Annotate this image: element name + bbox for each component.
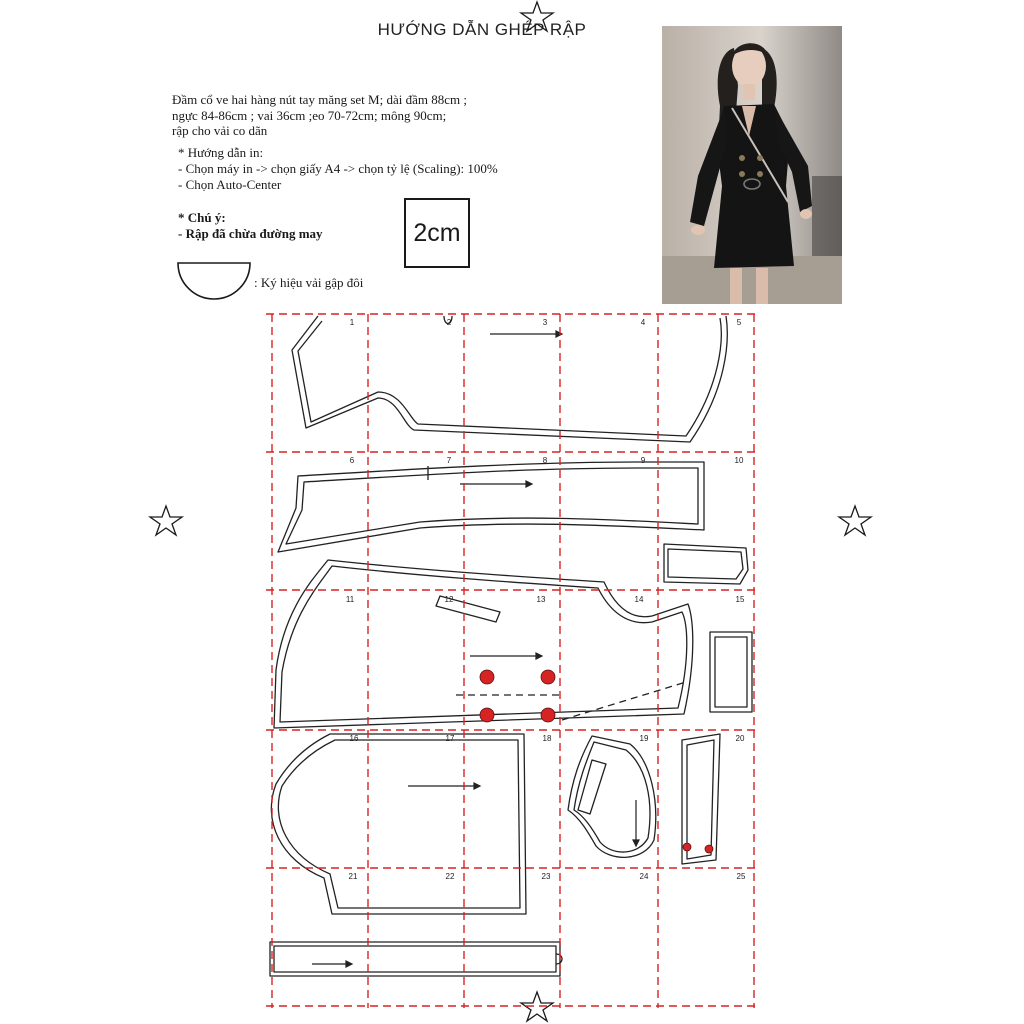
tile-number: 9 [640,456,646,465]
pattern-piece-facing [278,462,704,552]
print-step-2: - Chọn Auto-Center [178,177,282,192]
tile-number: 4 [640,318,646,327]
button-mark [480,708,494,722]
button-mark [683,843,691,851]
tile-number: 11 [345,595,355,604]
print-instructions-heading: * Hướng dẫn in: [178,145,264,160]
tile-number: 21 [348,872,358,881]
tile-number: 22 [445,872,455,881]
pattern-piece-belt-loop [710,632,752,712]
star-icon [150,506,182,535]
tile-number: 1 [349,318,355,327]
tile-number: 14 [634,595,644,604]
star-icon [521,992,553,1021]
tile-grid [266,314,756,1008]
button-mark [480,670,494,684]
pattern-piece-sleeve [271,734,526,914]
tile-number: 20 [735,734,745,743]
pattern-piece-front [274,560,693,728]
spec-line-3: rập cho vải co dãn [172,123,268,138]
pattern-piece-back [292,316,727,442]
button-mark [541,670,555,684]
tile-number: 12 [444,595,454,604]
button-mark [705,845,713,853]
fold-symbol-label: : Ký hiệu vải gập đôi [254,275,364,290]
spec-line-1: Đầm cổ ve hai hàng nút tay măng set M; dài đầm 88cm ; [172,92,467,107]
star-icon [839,506,871,535]
tile-number: 2 [446,318,452,327]
star-icon [521,2,553,31]
tile-number: 13 [536,595,546,604]
tile-number: 3 [542,318,548,327]
scale-reference-box: 2cm [404,198,470,268]
tile-number: 24 [639,872,649,881]
tile-number: 18 [542,734,552,743]
tile-number: 8 [542,456,548,465]
pattern-piece-tie [270,942,560,976]
tile-number: 19 [639,734,649,743]
tile-number: 15 [735,595,745,604]
tile-number: 17 [445,734,455,743]
tile-number: 5 [736,318,742,327]
tile-number: 10 [734,456,744,465]
tile-number: 16 [349,734,359,743]
tile-number: 23 [541,872,551,881]
tile-number: 25 [736,872,746,881]
page-title: HƯỚNG DẪN GHÉP RẬP [377,20,587,39]
button-mark [541,708,555,722]
tile-number: 7 [446,456,452,465]
print-step-1: - Chọn máy in -> chọn giấy A4 -> chọn tỷ lệ (Scaling): 100% [178,161,498,176]
tile-number: 6 [349,456,355,465]
spec-line-2: ngực 84-86cm ; vai 36cm ;eo 70-72cm; mông 90cm; [172,108,447,123]
notice-text: - Rập đã chừa đường may [178,226,323,241]
notice-heading: * Chú ý: [178,210,226,225]
